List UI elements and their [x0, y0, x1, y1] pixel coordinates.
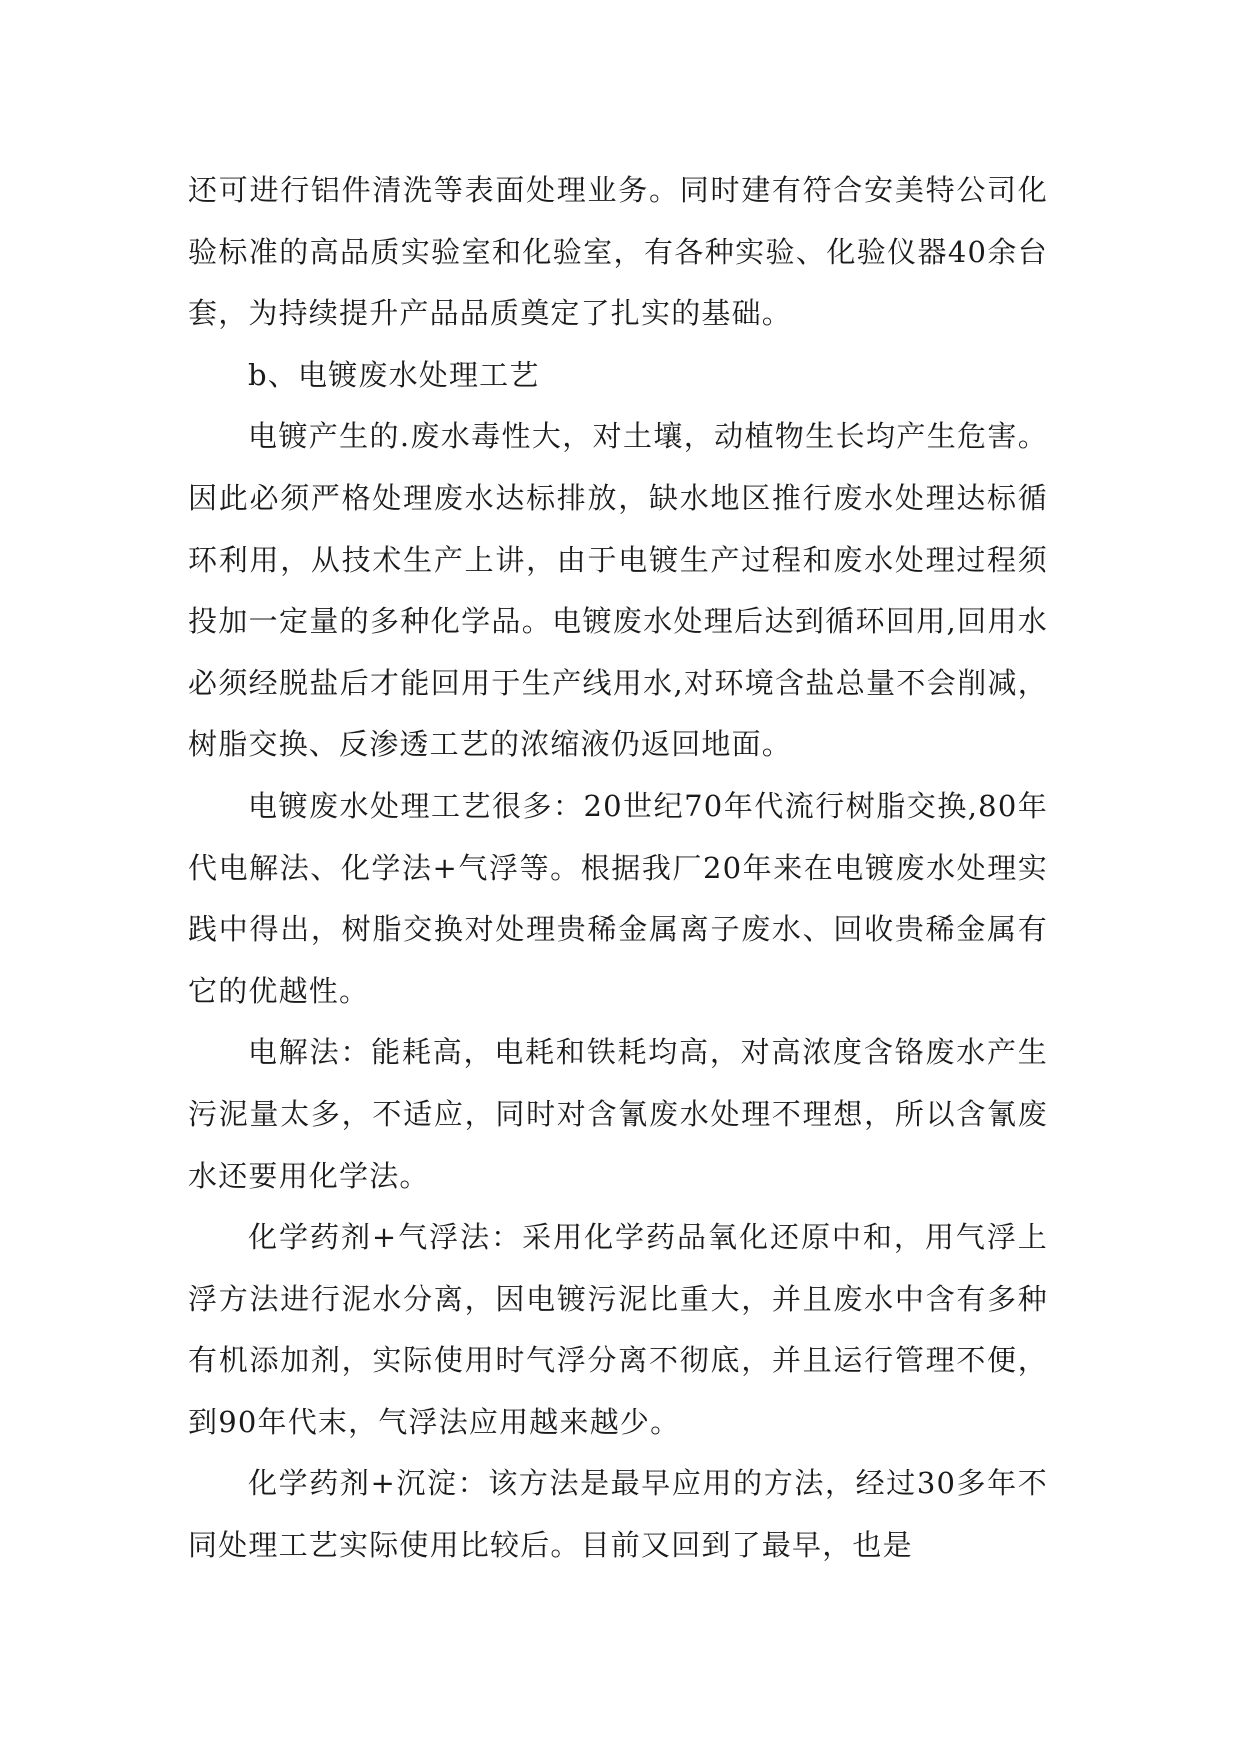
document-body: [188, 160, 1048, 1577]
section-heading-wastewater-process: b、电镀废水处理工艺: [248, 357, 540, 392]
paragraph-flotation-method: 化学药剂+气浮法：采用化学药品氧化还原中和，用气浮上浮方法进行泥水分离，因电镀污泥比重大，并且废水中含有多种有机添加剂，实际使用时气浮分离不彻底，并且运行管理不便，到90年代末，气浮法应用越来越少。: [188, 1220, 1048, 1439]
paragraph-electrolysis-method: 电解法：能耗高，电耗和铁耗均高，对高浓度含铬废水产生污泥量太多，不适应，同时对含氰废水处理不理想，所以含氰废水还要用化学法。: [188, 1035, 1048, 1193]
paragraph-process-history: 电镀废水处理工艺很多：20世纪70年代流行树脂交换,80年代电解法、化学法+气浮等。根据我厂20年来在电镀废水处理实践中得出，树脂交换对处理贵稀金属离子废水、回收贵稀金属有它的优越性。: [188, 788, 1048, 1008]
paragraph-sedimentation-method: 化学药剂+沉淀：该方法是最早应用的方法，经过30多年不同处理工艺实际使用比较后。目前又回到了最早，也是: [188, 1466, 1048, 1563]
paragraph-lab-facilities: 还可进行铝件清洗等表面处理业务。同时建有符合安美特公司化验标准的高品质实验室和化验室，有各种实验、化验仪器40余台套，为持续提升产品品质奠定了扎实的基础。: [188, 173, 1048, 331]
paragraph-wastewater-hazard: 电镀产生的.废水毒性大，对土壤，动植物生长均产生危害。因此必须严格处理废水达标排放，缺水地区推行废水处理达标循环利用，从技术生产上讲，由于电镀生产过程和废水处理过程须投加一定量的多种化学品。电镀废水处理后达到循环回用,回用水必须经脱盐后才能回用于生产线用水,对环境含盐总量不会削减，树脂交换、反渗透工艺的浓缩液仍返回地面。: [188, 419, 1048, 762]
